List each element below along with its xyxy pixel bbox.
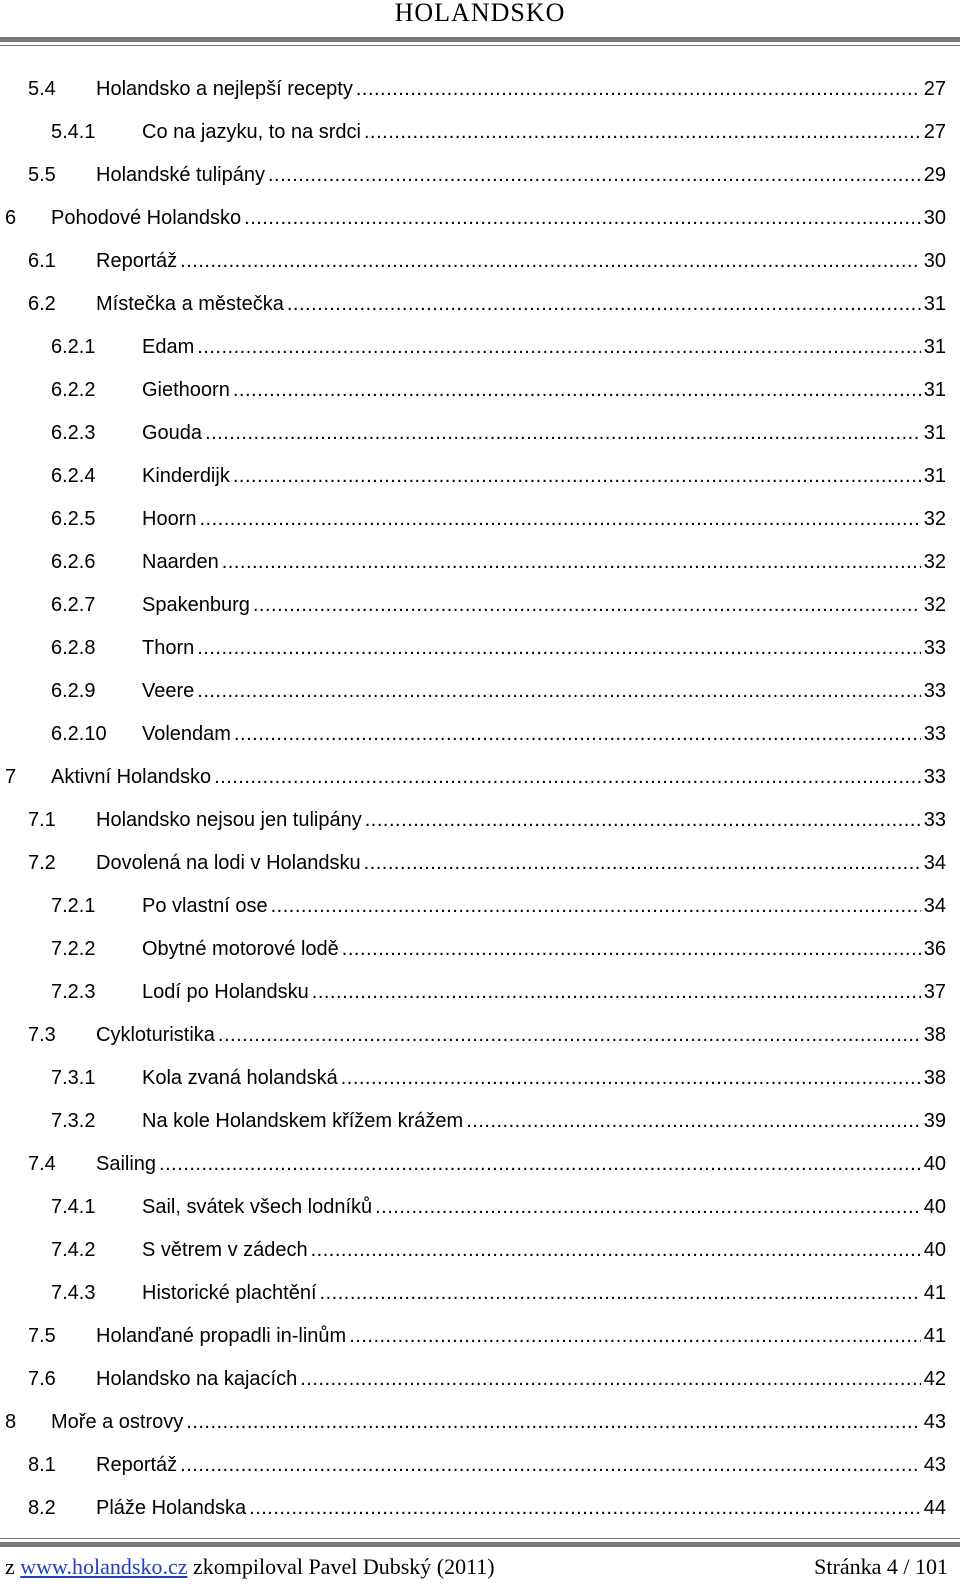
toc-dot-leader <box>199 498 920 541</box>
toc-entry-number: 6.2.5 <box>51 508 96 530</box>
toc-dot-leader <box>342 928 921 971</box>
toc-dot-leader <box>253 584 921 627</box>
toc-dot-leader <box>341 1057 921 1100</box>
toc-dot-leader <box>300 1358 921 1401</box>
toc-entry[interactable] <box>0 670 960 713</box>
toc-dot-leader <box>287 283 921 326</box>
toc-entry-title: Pohodové Holandsko <box>51 207 242 229</box>
table-of-contents <box>0 68 960 1530</box>
toc-dot-leader <box>180 240 921 283</box>
toc-entry-number: 7.3 <box>28 1024 56 1046</box>
footer-author: zkompiloval Pavel Dubský (2011) <box>192 1554 495 1579</box>
toc-entry-page: 32 <box>923 594 946 616</box>
toc-dot-leader <box>466 1100 921 1143</box>
toc-entry-page: 42 <box>923 1368 946 1390</box>
toc-entry[interactable] <box>0 1444 960 1487</box>
toc-entry-title: Reportáž <box>96 250 178 272</box>
toc-entry-number: 7.4.3 <box>51 1282 96 1304</box>
toc-entry[interactable] <box>0 756 960 799</box>
toc-entry[interactable] <box>0 1487 960 1530</box>
toc-entry-page: 33 <box>923 723 946 745</box>
toc-entry-number: 6.2.3 <box>51 422 96 444</box>
toc-dot-leader <box>356 68 921 111</box>
toc-entry[interactable] <box>0 885 960 928</box>
toc-entry-number: 6.2.1 <box>51 336 96 358</box>
toc-dot-leader <box>222 541 921 584</box>
toc-entry-title: Volendam <box>142 723 231 745</box>
toc-entry[interactable] <box>0 1014 960 1057</box>
toc-entry[interactable] <box>0 541 960 584</box>
toc-entry[interactable] <box>0 1186 960 1229</box>
toc-entry-title: Reportáž <box>96 1454 178 1476</box>
toc-entry-number: 6 <box>5 207 17 229</box>
toc-entry-title: Kinderdijk <box>142 465 230 487</box>
toc-entry[interactable] <box>0 799 960 842</box>
toc-entry[interactable] <box>0 1057 960 1100</box>
page-header-title: HOLANDSKO <box>394 0 566 27</box>
toc-entry-title: Po vlastní ose <box>142 895 268 917</box>
toc-entry-page: 40 <box>923 1196 946 1218</box>
toc-entry-page: 30 <box>923 207 946 229</box>
toc-entry-title: Spakenburg <box>142 594 250 616</box>
toc-entry-title: Gouda <box>142 422 203 444</box>
toc-entry-title: Sailing <box>96 1153 157 1175</box>
toc-entry[interactable] <box>0 369 960 412</box>
toc-dot-leader <box>312 971 921 1014</box>
toc-entry-number: 7.2 <box>28 852 56 874</box>
toc-entry[interactable] <box>0 713 960 756</box>
toc-entry[interactable] <box>0 1315 960 1358</box>
toc-entry-page: 31 <box>923 293 946 315</box>
toc-entry-number: 6.2.6 <box>51 551 96 573</box>
toc-entry-page: 43 <box>923 1454 946 1476</box>
toc-entry-page: 41 <box>923 1325 946 1347</box>
toc-entry-page: 31 <box>923 379 946 401</box>
toc-dot-leader <box>271 885 921 928</box>
toc-entry-title: Holandsko a nejlepší recepty <box>96 78 353 100</box>
toc-entry[interactable] <box>0 928 960 971</box>
toc-entry[interactable] <box>0 1143 960 1186</box>
toc-entry-title: Holandsko na kajacích <box>96 1368 298 1390</box>
toc-entry-title: Giethoorn <box>142 379 230 401</box>
toc-dot-leader <box>244 197 921 240</box>
toc-entry-number: 7 <box>5 766 17 788</box>
toc-entry-title: Sail, svátek všech lodníků <box>142 1196 373 1218</box>
toc-entry-page: 27 <box>923 78 946 100</box>
toc-entry-page: 33 <box>923 680 946 702</box>
toc-dot-leader <box>311 1229 921 1272</box>
toc-entry-number: 7.4 <box>28 1153 56 1175</box>
toc-entry-title: S větrem v zádech <box>142 1239 308 1261</box>
toc-entry-title: Moře a ostrovy <box>51 1411 184 1433</box>
toc-entry-page: 32 <box>923 551 946 573</box>
toc-entry-title: Obytné motorové lodě <box>142 938 339 960</box>
toc-entry[interactable] <box>0 971 960 1014</box>
toc-dot-leader <box>249 1487 921 1530</box>
footer-credit <box>5 1550 495 1584</box>
toc-entry[interactable] <box>0 455 960 498</box>
toc-dot-leader <box>205 412 921 455</box>
toc-entry[interactable] <box>0 154 960 197</box>
toc-entry[interactable] <box>0 283 960 326</box>
toc-entry-page: 29 <box>923 164 946 186</box>
toc-entry-page: 38 <box>923 1024 946 1046</box>
toc-entry-title: Dovolená na lodi v Holandsku <box>96 852 361 874</box>
page-number: Stránka 4 / 101 <box>814 1554 948 1579</box>
toc-entry[interactable] <box>0 1358 960 1401</box>
toc-dot-leader <box>197 326 921 369</box>
toc-entry[interactable] <box>0 1272 960 1315</box>
toc-entry-page: 38 <box>923 1067 946 1089</box>
toc-entry-number: 7.2.3 <box>51 981 96 1003</box>
toc-entry[interactable] <box>0 326 960 369</box>
toc-dot-leader <box>233 455 921 498</box>
toc-entry[interactable] <box>0 1229 960 1272</box>
toc-entry-title: Aktivní Holandsko <box>51 766 212 788</box>
toc-dot-leader <box>159 1143 921 1186</box>
toc-entry-page: 33 <box>923 809 946 831</box>
toc-entry-page: 32 <box>923 508 946 530</box>
toc-entry-title: Co na jazyku, to na srdci <box>142 121 361 143</box>
toc-entry[interactable] <box>0 412 960 455</box>
toc-entry-page: 33 <box>923 637 946 659</box>
toc-entry[interactable] <box>0 68 960 111</box>
toc-entry-number: 6.2 <box>28 293 56 315</box>
toc-entry-title: Thorn <box>142 637 195 659</box>
toc-entry-number: 8.2 <box>28 1497 56 1519</box>
toc-entry-page: 44 <box>923 1497 946 1519</box>
toc-dot-leader <box>365 799 921 842</box>
toc-entry-title: Historické plachtění <box>142 1282 317 1304</box>
toc-entry-page: 31 <box>923 465 946 487</box>
toc-entry[interactable] <box>0 1401 960 1444</box>
toc-entry-number: 6.1 <box>28 250 56 272</box>
toc-dot-leader <box>349 1315 921 1358</box>
toc-entry-title: Holandsko nejsou jen tulipány <box>96 809 362 831</box>
toc-entry-page: 34 <box>923 895 946 917</box>
toc-entry-title: Holandské tulipány <box>96 164 265 186</box>
toc-entry-page: 33 <box>923 766 946 788</box>
footer-prefix: z <box>5 1554 15 1579</box>
toc-entry-number: 7.5 <box>28 1325 56 1347</box>
toc-entry-number: 6.2.8 <box>51 637 96 659</box>
toc-entry-number: 6.2.2 <box>51 379 96 401</box>
toc-entry-title: Edam <box>142 336 195 358</box>
toc-entry[interactable] <box>0 197 960 240</box>
toc-entry-number: 7.3.2 <box>51 1110 96 1132</box>
toc-entry-page: 31 <box>923 336 946 358</box>
toc-entry-title: Místečka a městečka <box>96 293 284 315</box>
toc-entry-title: Kola zvaná holandská <box>142 1067 338 1089</box>
toc-entry-page: 40 <box>923 1239 946 1261</box>
toc-dot-leader <box>180 1444 921 1487</box>
toc-entry-number: 8.1 <box>28 1454 56 1476</box>
toc-entry[interactable] <box>0 111 960 154</box>
toc-entry-number: 6.2.9 <box>51 680 96 702</box>
toc-entry[interactable] <box>0 1100 960 1143</box>
header-rule-thin <box>0 45 960 46</box>
toc-dot-leader <box>234 713 921 756</box>
header-rule <box>0 37 960 42</box>
toc-entry-title: Veere <box>142 680 195 702</box>
toc-entry[interactable] <box>0 240 960 283</box>
toc-entry-number: 7.4.2 <box>51 1239 96 1261</box>
toc-dot-leader <box>233 369 921 412</box>
toc-entry-title: Pláže Holandska <box>96 1497 247 1519</box>
toc-entry-page: 41 <box>923 1282 946 1304</box>
toc-entry[interactable] <box>0 584 960 627</box>
footer-rule-thin <box>0 1538 960 1539</box>
toc-dot-leader <box>364 842 921 885</box>
toc-dot-leader <box>268 154 921 197</box>
toc-entry-number: 7.6 <box>28 1368 56 1390</box>
toc-dot-leader <box>197 670 920 713</box>
toc-entry-page: 30 <box>923 250 946 272</box>
toc-dot-leader <box>320 1272 921 1315</box>
toc-entry-page: 40 <box>923 1153 946 1175</box>
toc-entry-title: Naarden <box>142 551 219 573</box>
toc-entry-number: 5.4.1 <box>51 121 96 143</box>
page-footer <box>5 1550 948 1584</box>
toc-entry-title: Hoorn <box>142 508 197 530</box>
footer-rule <box>0 1542 960 1547</box>
toc-entry-number: 6.2.4 <box>51 465 96 487</box>
toc-entry-title: Holanďané propadli in-linům <box>96 1325 347 1347</box>
toc-dot-leader <box>197 627 921 670</box>
toc-entry[interactable] <box>0 842 960 885</box>
toc-entry[interactable] <box>0 627 960 670</box>
toc-dot-leader <box>214 756 921 799</box>
toc-entry-number: 5.5 <box>28 164 56 186</box>
website-link[interactable]: www.holandsko.cz <box>20 1554 188 1579</box>
toc-dot-leader <box>218 1014 921 1057</box>
toc-entry-title: Lodí po Holandsku <box>142 981 309 1003</box>
toc-entry-page: 36 <box>923 938 946 960</box>
toc-entry-page: 27 <box>923 121 946 143</box>
toc-dot-leader <box>375 1186 921 1229</box>
toc-entry-title: Na kole Holandskem křížem krážem <box>142 1110 464 1132</box>
toc-entry-number: 7.1 <box>28 809 56 831</box>
toc-entry-number: 7.4.1 <box>51 1196 96 1218</box>
toc-entry-number: 8 <box>5 1411 17 1433</box>
toc-dot-leader <box>364 111 921 154</box>
toc-entry-page: 43 <box>923 1411 946 1433</box>
toc-entry-title: Cykloturistika <box>96 1024 215 1046</box>
toc-entry-number: 7.2.1 <box>51 895 96 917</box>
toc-dot-leader <box>186 1401 920 1444</box>
toc-entry-number: 7.3.1 <box>51 1067 96 1089</box>
toc-entry-page: 34 <box>923 852 946 874</box>
toc-entry-page: 39 <box>923 1110 946 1132</box>
toc-entry[interactable] <box>0 498 960 541</box>
toc-entry-number: 6.2.7 <box>51 594 96 616</box>
toc-entry-number: 7.2.2 <box>51 938 96 960</box>
toc-entry-number: 6.2.10 <box>51 723 107 745</box>
toc-entry-page: 31 <box>923 422 946 444</box>
toc-entry-page: 37 <box>923 981 946 1003</box>
toc-entry-number: 5.4 <box>28 78 56 100</box>
